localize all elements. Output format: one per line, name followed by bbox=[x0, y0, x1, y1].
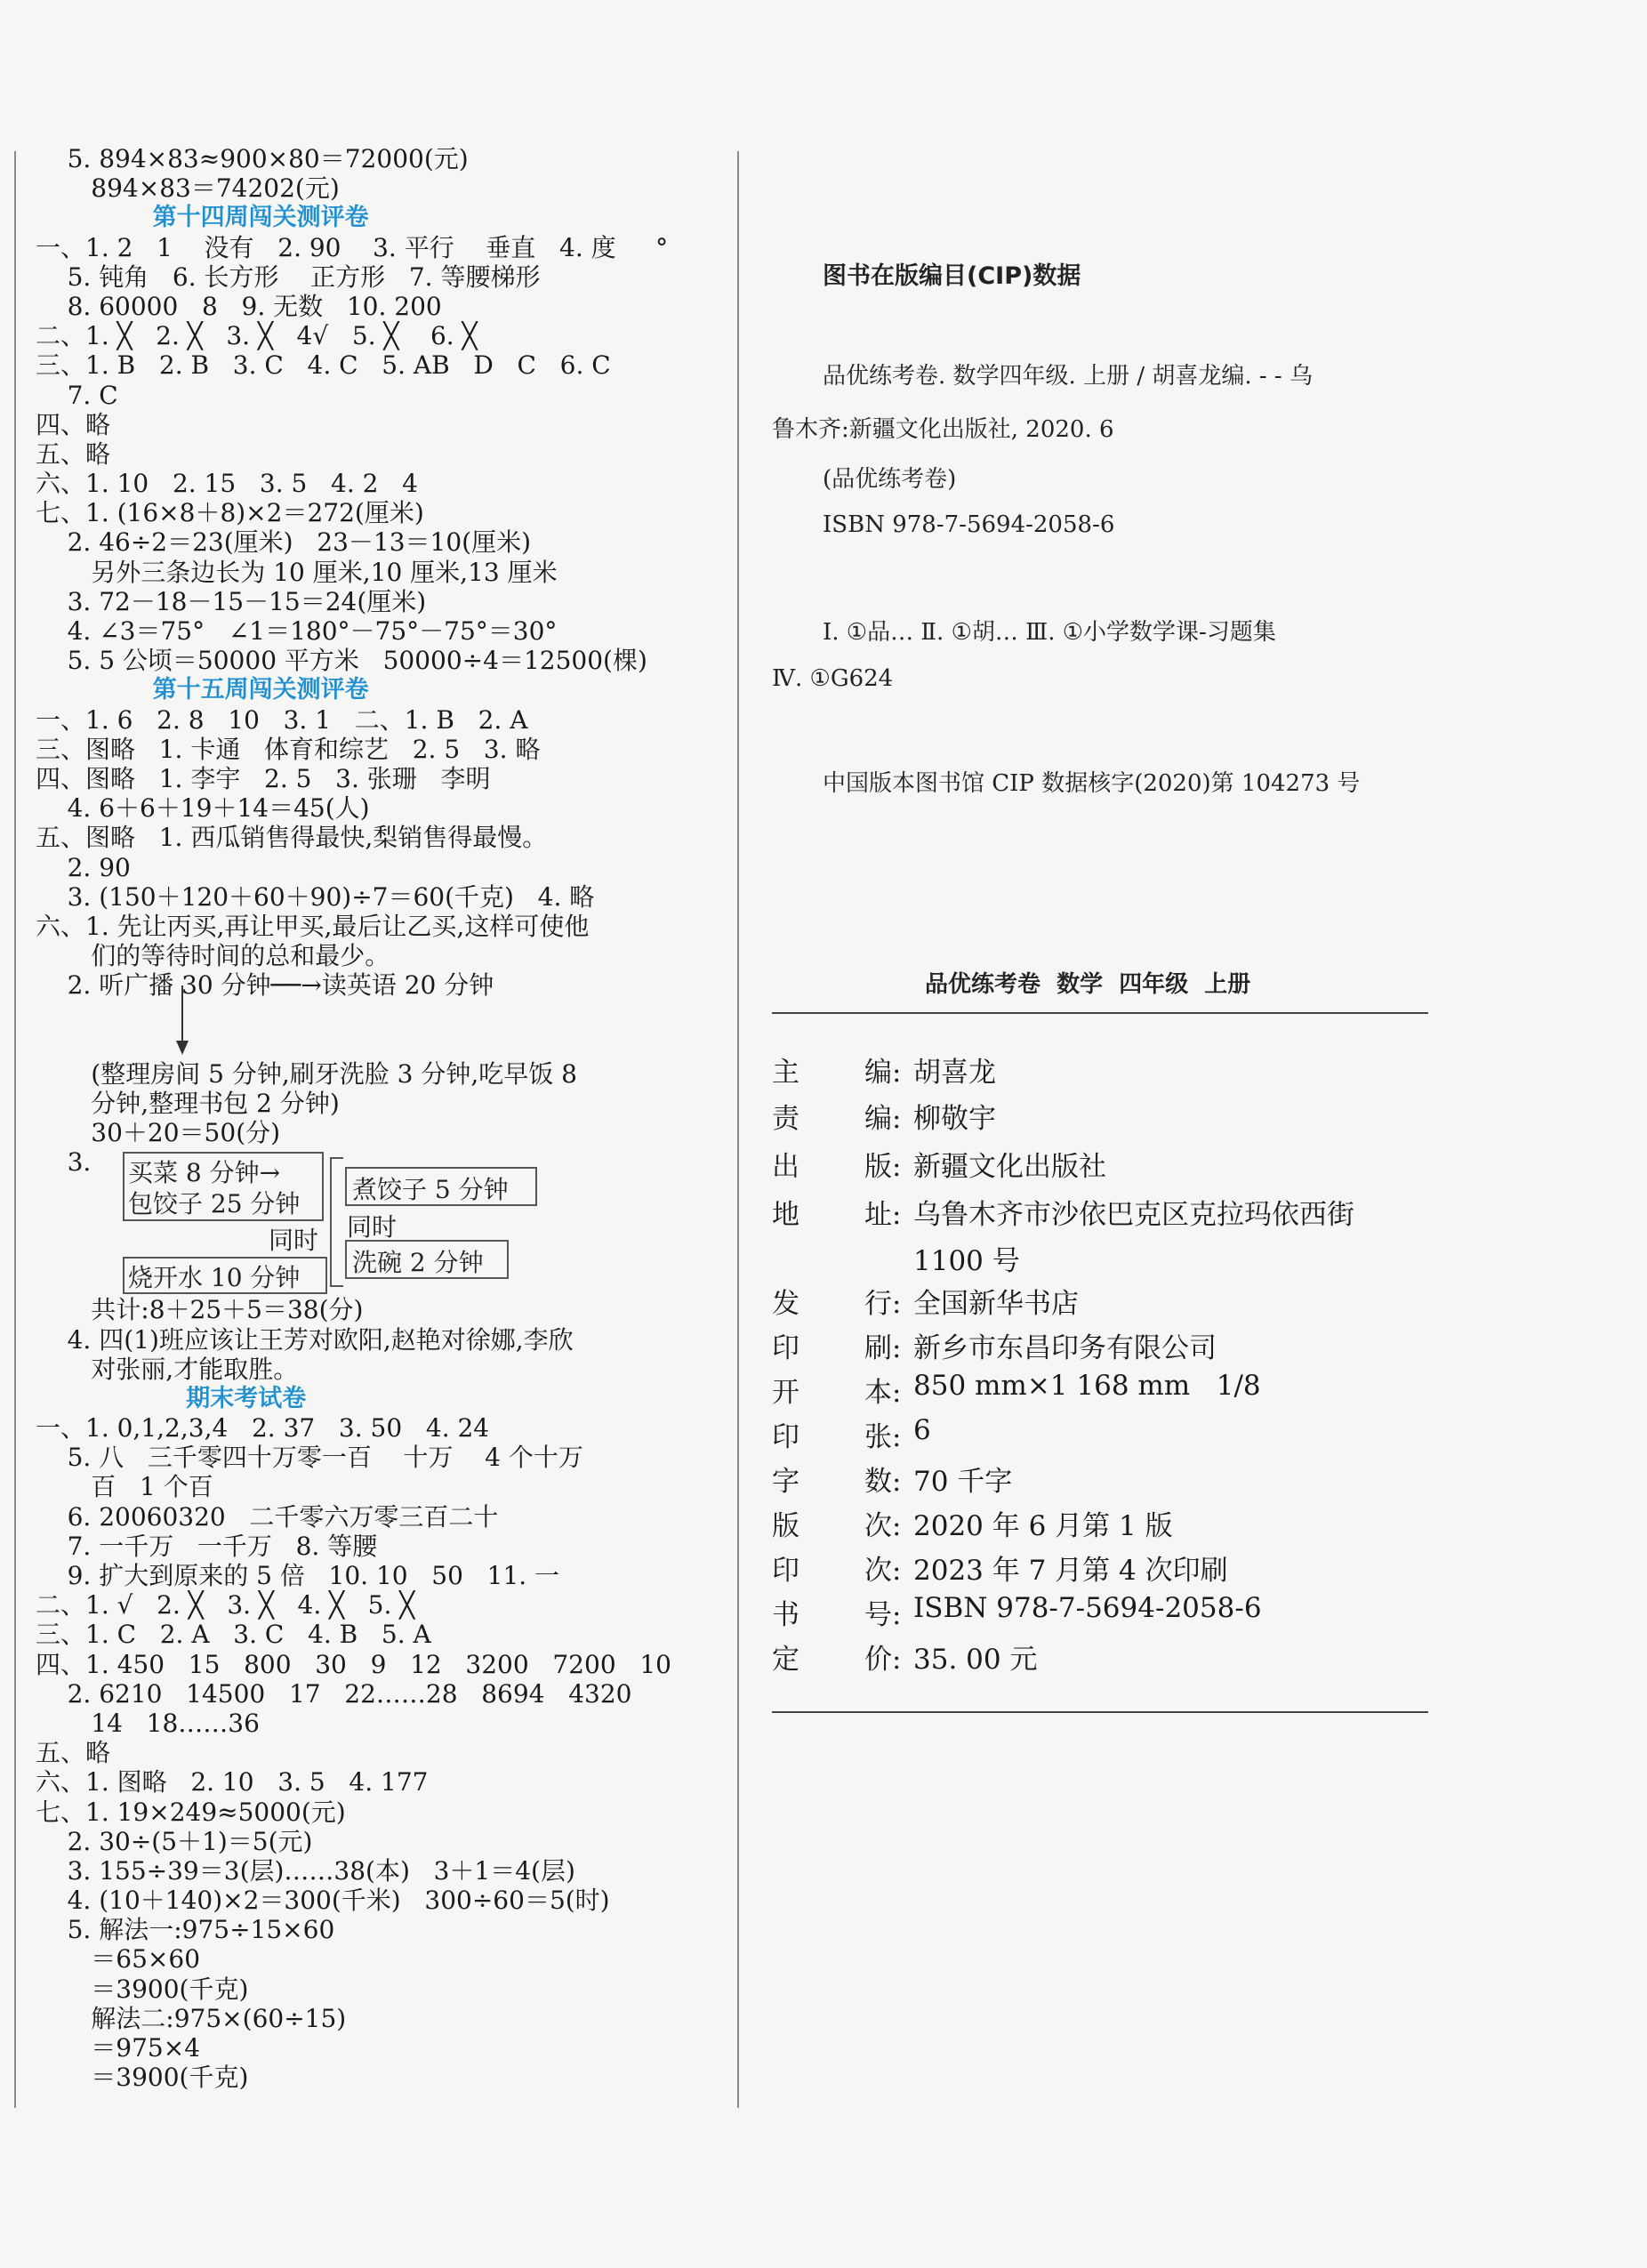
answer-line: 六、1. 先让丙买,再让甲买,最后让乙买,这样可使他 bbox=[36, 911, 590, 941]
answer-line: 2. 30÷(5＋1)＝5(元) bbox=[36, 1826, 313, 1856]
left-margin-rule bbox=[14, 151, 16, 2108]
colophon-value: 850 mm×1 168 mm 1/8 bbox=[913, 1370, 1261, 1402]
answer-line: 三、1. B 2. B 3. C 4. C 5. AB D C 6. C bbox=[36, 350, 611, 381]
answer-line: 2. 6210 14500 17 22……28 8694 4320 bbox=[36, 1678, 632, 1709]
answer-line: 五、略 bbox=[36, 1738, 111, 1768]
colophon-label: 主 bbox=[772, 1057, 799, 1089]
flow-text-cook-dumplings: 煮饺子 5 分钟 bbox=[352, 1175, 509, 1204]
flow-bracket bbox=[327, 1156, 345, 1290]
colophon-label: 印 bbox=[772, 1555, 799, 1587]
colophon-label: 出 bbox=[772, 1151, 799, 1183]
colophon-label: 本: bbox=[864, 1377, 902, 1409]
colophon-label: 号: bbox=[864, 1599, 902, 1631]
cip-line-2: 鲁木齐:新疆文化出版社, 2020. 6 bbox=[772, 416, 1114, 443]
answer-line: 六、1. 图略 2. 10 3. 5 4. 177 bbox=[36, 1767, 429, 1798]
answer-line: 三、1. C 2. A 3. C 4. B 5. A bbox=[36, 1620, 431, 1650]
colophon-label: 址: bbox=[864, 1199, 902, 1231]
cip-line-4: ISBN 978-7-5694-2058-6 bbox=[823, 511, 1115, 538]
answer-line bbox=[36, 1030, 729, 1059]
colophon-label: 发 bbox=[772, 1288, 799, 1320]
answer-line: 四、1. 450 15 800 30 9 12 3200 7200 10 bbox=[36, 1649, 671, 1679]
answer-line: 3. 155÷39＝3(层)……38(本) 3＋1＝4(层) bbox=[36, 1855, 575, 1886]
colophon-value: 70 千字 bbox=[913, 1466, 1013, 1498]
answer-line: 一、1. 2 1 没有 2. 90 3. 平行 垂直 4. 度 ° bbox=[36, 232, 669, 262]
colophon-title: 品优练考卷 数学 四年级 上册 bbox=[925, 971, 1251, 998]
colophon-label: 印 bbox=[772, 1421, 799, 1453]
answer-line: 4. (10＋140)×2＝300(千米) 300÷60＝5(时) bbox=[36, 1886, 610, 1916]
colophon-label: 字 bbox=[772, 1466, 799, 1498]
answer-line: 7. 一千万 一千万 8. 等腰 bbox=[36, 1531, 378, 1561]
colophon-value: 1100 号 bbox=[913, 1245, 1020, 1277]
flow-text-boil-water: 烧开水 10 分钟 bbox=[128, 1263, 301, 1292]
answer-line: 五、略 bbox=[36, 438, 111, 469]
answer-line: 共计:8＋25＋5＝38(分) bbox=[36, 1295, 364, 1325]
colophon-value: 新疆文化出版社 bbox=[913, 1151, 1106, 1183]
colophon-value: 胡喜龙 bbox=[913, 1057, 996, 1089]
colophon-label: 次: bbox=[864, 1510, 902, 1542]
section-title: 第十五周闯关测评卷 bbox=[36, 676, 369, 704]
answer-line: 5. 894×83≈900×80＝72000(元) bbox=[36, 144, 469, 173]
colophon-label: 编: bbox=[864, 1103, 902, 1135]
answer-line: 14 18……36 bbox=[36, 1708, 260, 1738]
colophon-label: 版 bbox=[772, 1510, 799, 1542]
flow-text-simultaneous-1: 同时 bbox=[269, 1226, 319, 1255]
answer-line: 另外三条边长为 10 厘米,10 厘米,13 厘米 bbox=[36, 557, 558, 587]
colophon-label: 数: bbox=[864, 1466, 902, 1498]
answer-line: 3. (150＋120＋60＋90)÷7＝60(千克) 4. 略 bbox=[36, 881, 595, 912]
colophon-label: 定 bbox=[772, 1644, 799, 1676]
answer-line: 一、1. 0,1,2,3,4 2. 37 3. 50 4. 24 bbox=[36, 1413, 490, 1444]
answer-line: 5. 解法一:975÷15×60 bbox=[36, 1915, 335, 1945]
answer-line: 四、图略 1. 李宇 2. 5 3. 张珊 李明 bbox=[36, 763, 491, 793]
answer-line: 9. 扩大到原来的 5 倍 10. 10 50 11. 一 bbox=[36, 1561, 560, 1590]
answer-line: 三、图略 1. 卡通 体育和综艺 2. 5 3. 略 bbox=[36, 734, 541, 764]
cip-line-5: Ⅰ. ①品… Ⅱ. ①胡… Ⅲ. ①小学数学课-习题集 bbox=[823, 619, 1276, 646]
answer-line: 对张丽,才能取胜。 bbox=[36, 1354, 299, 1384]
flow-text-wash-dishes: 洗碗 2 分钟 bbox=[352, 1248, 484, 1277]
answer-line: ＝65×60 bbox=[36, 1944, 201, 1974]
column-divider bbox=[737, 151, 739, 2108]
colophon-value: 2020 年 6 月第 1 版 bbox=[913, 1510, 1173, 1542]
answer-line: 894×83＝74202(元) bbox=[36, 173, 340, 204]
colophon-label: 印 bbox=[772, 1332, 799, 1364]
answer-line: 4. 6＋6＋19＋14＝45(人) bbox=[36, 793, 370, 824]
answer-line: 5. 5 公顷＝50000 平方米 50000÷4＝12500(棵) bbox=[36, 646, 647, 676]
colophon-value: 6 bbox=[913, 1414, 931, 1446]
answer-line: 解法二:975×(60÷15) bbox=[36, 2003, 347, 2033]
colophon-label: 责 bbox=[772, 1103, 799, 1135]
cip-line-6: Ⅳ. ①G624 bbox=[772, 665, 894, 692]
answer-line: 们的等待时间的总和最少。 bbox=[36, 941, 390, 971]
answer-line: 四、略 bbox=[36, 409, 111, 439]
colophon-label: 编: bbox=[864, 1057, 902, 1089]
colophon-value: 柳敬宇 bbox=[913, 1103, 996, 1135]
cip-line-7: 中国版本图书馆 CIP 数据核字(2020)第 104273 号 bbox=[823, 770, 1361, 797]
answer-line: 4. ∠3＝75° ∠1＝180°－75°－75°＝30° bbox=[36, 616, 558, 646]
colophon-label: 开 bbox=[772, 1377, 799, 1409]
answer-line: 分钟,整理书包 2 分钟) bbox=[36, 1089, 340, 1118]
flow-text-wrap-dumplings: 包饺子 25 分钟 bbox=[128, 1189, 301, 1218]
answer-line: 8. 60000 8 9. 无数 10. 200 bbox=[36, 291, 442, 321]
colophon-label: 版: bbox=[864, 1151, 902, 1183]
colophon-value: 乌鲁木齐市沙依巴克区克拉玛依西街 bbox=[913, 1199, 1354, 1231]
answer-line: 2. 听广播 30 分钟──→读英语 20 分钟 bbox=[36, 970, 494, 1001]
answer-line: 一、1. 6 2. 8 10 3. 1 二、1. B 2. A bbox=[36, 704, 528, 735]
cip-line-1: 品优练考卷. 数学四年级. 上册 / 胡喜龙编. - - 乌 bbox=[823, 363, 1313, 390]
cip-heading: 图书在版编目(CIP)数据 bbox=[823, 262, 1081, 290]
answer-line: 2. 46÷2＝23(厘米) 23－13＝10(厘米) bbox=[36, 527, 532, 558]
colophon-label: 次: bbox=[864, 1555, 902, 1587]
answer-line: 30＋20＝50(分) bbox=[36, 1118, 281, 1148]
colophon-value: 35. 00 元 bbox=[913, 1644, 1038, 1676]
answer-line: ＝975×4 bbox=[36, 2033, 201, 2063]
answer-line: 5. 八 三千零四十万零一百 十万 4 个十万 bbox=[36, 1443, 583, 1473]
answer-line: 百 1 个百 bbox=[36, 1472, 213, 1502]
answer-line: ＝3900(千克) bbox=[36, 1974, 249, 2004]
answer-line: 7. C bbox=[36, 380, 118, 410]
answer-line: 二、1. ╳ 2. ╳ 3. ╳ 4√ 5. ╳ 6. ╳ bbox=[36, 321, 478, 351]
colophon-value: 全国新华书店 bbox=[913, 1288, 1079, 1320]
answer-line: 七、1. 19×249≈5000(元) bbox=[36, 1797, 346, 1827]
flow-down-arrow bbox=[173, 985, 191, 1057]
section-title: 第十四周闯关测评卷 bbox=[36, 204, 369, 232]
answer-line: 六、1. 10 2. 15 3. 5 4. 2 4 bbox=[36, 469, 418, 499]
answer-line bbox=[36, 1000, 729, 1029]
answer-line: 七、1. (16×8＋8)×2＝272(厘米) bbox=[36, 498, 424, 528]
answer-line: 2. 90 bbox=[36, 852, 131, 882]
answer-line: 3. 72－18－15－15＝24(厘米) bbox=[36, 586, 427, 616]
colophon-top-rule bbox=[772, 1012, 1428, 1014]
answer-line: 3. bbox=[36, 1147, 92, 1178]
colophon-value: ISBN 978-7-5694-2058-6 bbox=[913, 1592, 1262, 1624]
flow-text-simultaneous-2: 同时 bbox=[347, 1212, 398, 1242]
colophon-label: 行: bbox=[864, 1288, 902, 1320]
colophon-label: 张: bbox=[864, 1421, 902, 1453]
section-title: 期末考试卷 bbox=[36, 1384, 307, 1412]
answer-key-column bbox=[36, 144, 729, 2092]
answer-line: 五、图略 1. 西瓜销售得最快,梨销售得最慢。 bbox=[36, 823, 548, 853]
answer-line: 4. 四(1)班应该让王芳对欧阳,赵艳对徐娜,李欣 bbox=[36, 1324, 574, 1355]
flow-text-shopping: 买菜 8 分钟→ bbox=[128, 1158, 281, 1187]
colophon-label: 价: bbox=[864, 1644, 902, 1676]
answer-line: 二、1. √ 2. ╳ 3. ╳ 4. ╳ 5. ╳ bbox=[36, 1590, 415, 1621]
colophon-label: 书 bbox=[772, 1599, 799, 1631]
cip-line-3: (品优练考卷) bbox=[823, 466, 957, 493]
colophon-value: 2023 年 7 月第 4 次印刷 bbox=[913, 1555, 1228, 1587]
answer-line: 6. 20060320 二千零六万零三百二十 bbox=[36, 1501, 499, 1532]
colophon-value: 新乡市东昌印务有限公司 bbox=[913, 1332, 1217, 1364]
answer-line: (整理房间 5 分钟,刷牙洗脸 3 分钟,吃早饭 8 bbox=[36, 1058, 577, 1089]
colophon-label: 地 bbox=[772, 1199, 799, 1231]
colophon-bottom-rule bbox=[772, 1711, 1428, 1713]
answer-line: 5. 钝角 6. 长方形 正方形 7. 等腰梯形 bbox=[36, 261, 541, 292]
answer-line: ＝3900(千克) bbox=[36, 2063, 249, 2093]
colophon-label: 刷: bbox=[864, 1332, 902, 1364]
